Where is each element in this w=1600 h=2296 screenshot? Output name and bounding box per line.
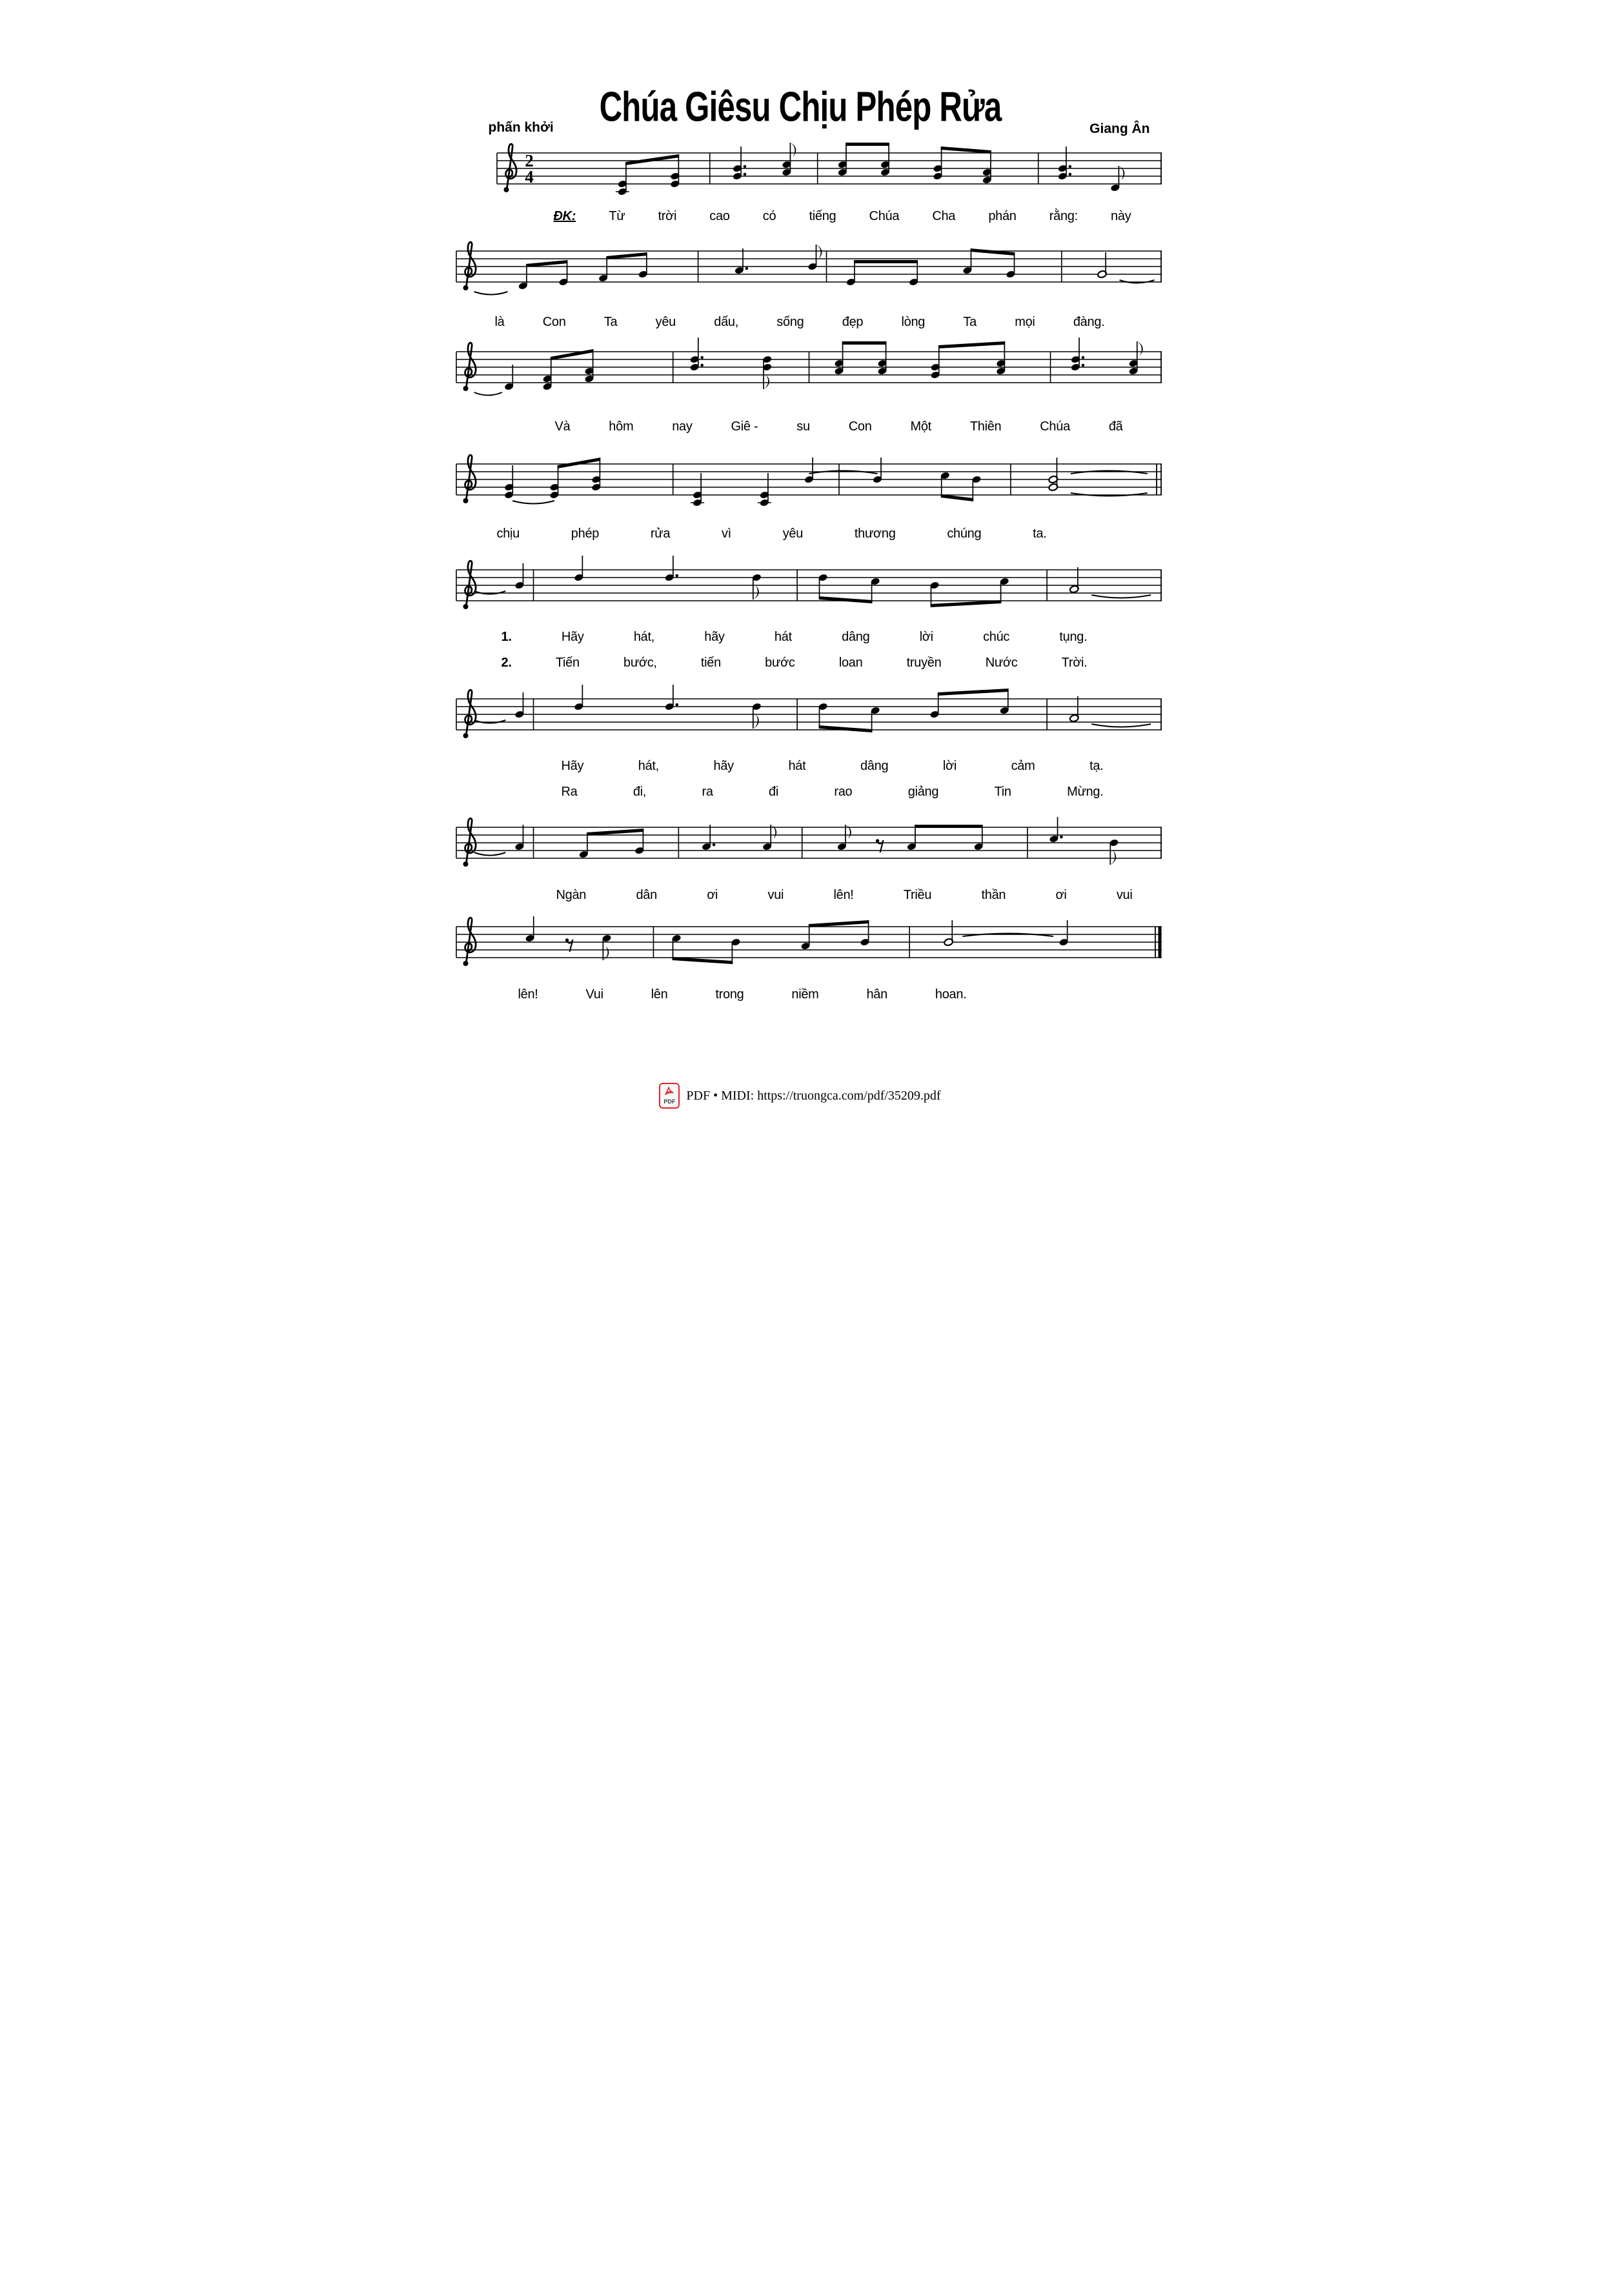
note [1057,146,1071,181]
lyric-word: hát [788,759,806,773]
note [999,689,1009,715]
note [574,685,583,711]
lyric-word: thần [981,888,1006,902]
lyric-word: lên! [518,987,538,1002]
lyric-word: ra [702,785,713,799]
lyric-line-chorus-4 [497,525,1047,542]
note [837,143,847,177]
note [800,924,810,951]
lyric-word: Con [848,419,872,434]
note [929,692,939,719]
staff-system-1 [496,130,1163,207]
note [933,146,942,181]
lyric-word: dân [636,888,657,902]
beam [915,825,982,828]
lyric-word: đi [769,785,778,799]
note [542,357,552,391]
tie [1091,595,1151,598]
lyric-word: tạ. [1089,759,1104,773]
tempo-marking: phấn khởi [488,120,554,135]
note [591,458,601,492]
note [751,702,761,729]
note [870,577,880,603]
lyric-word: hát [774,630,792,644]
lyric-word: Con [542,315,566,329]
note [818,573,827,599]
music-staff-svg [455,441,1163,518]
note [930,345,940,379]
lyric-word: rao [834,785,853,799]
lyric-word: Và [554,419,571,434]
beam [846,143,889,146]
lyric-word: chịu [496,527,520,541]
tie [474,292,507,295]
note [982,150,991,185]
note [671,934,681,960]
note [751,573,761,599]
lyric-word: hát, [638,759,659,773]
beam [970,248,1015,256]
note [1069,696,1078,723]
lyric-word: chúng [947,527,982,541]
lyric-line-chorus-1 [554,208,1131,225]
lyric-line-verse-1 [501,629,1088,645]
lyric-word: Triều [903,888,932,902]
lyric-word: Mừng. [1067,785,1104,799]
note [514,563,524,590]
lyric-word: Giê - [731,419,758,434]
lyric-word: Vui [585,987,603,1002]
note [732,146,746,181]
lyric-word: dâng [842,630,870,644]
lyric-word: hoan. [935,987,967,1002]
staff-system-3 [455,328,1163,406]
music-staff-svg [455,328,1163,406]
lyric-word: hãy [713,759,734,773]
note [1069,567,1078,594]
time-signature [525,151,534,186]
eighth-flag [1110,851,1116,865]
tie [809,471,877,474]
lyric-line-verse-1b [562,758,1104,774]
lyric-word: vui [767,888,784,902]
lyric-word: đàng. [1073,315,1105,329]
tie [1091,724,1151,727]
note [598,256,607,283]
note [836,825,851,851]
lyric-word: vui [1116,888,1133,902]
beam [557,458,600,468]
note [670,154,680,188]
note [578,832,588,859]
music-staff-svg [455,804,1163,881]
lyric-word: tiến [700,656,721,670]
lyric-word: vì [721,527,731,541]
lyric-word: lên [651,987,668,1002]
midi-pdf-link[interactable]: https://truongca.com/pdf/35209.pdf [757,1088,941,1103]
lyric-word: yêu [655,315,676,329]
note [691,473,704,507]
beam [818,596,872,603]
note [525,916,534,943]
note [834,341,844,376]
note [870,706,880,732]
svg-text:4: 4 [524,167,534,186]
lyric-label: ĐK: [553,209,576,223]
staff-system-6 [455,676,1163,753]
note [762,355,771,389]
footer-prefix: PDF • MIDI: [686,1088,758,1103]
lyric-line-verse-2b [562,783,1104,800]
lyric-word: cao [709,209,730,223]
lyric-word: yêu [782,527,804,541]
note [503,465,513,499]
lyric-word: phán [988,209,1017,223]
note [1128,341,1142,376]
note [962,248,972,275]
eighth-flag [790,143,796,157]
staff-system-7 [455,804,1163,881]
note [584,349,594,383]
note [1048,458,1058,492]
note [929,581,939,607]
staff-system-2 [455,228,1163,305]
lyric-word: hãy [704,630,725,644]
lyric-word: mọi [1015,315,1035,329]
lyric-word: Cha [932,209,956,223]
lyric-word: đi, [633,785,647,799]
music-staff-svg [455,676,1163,753]
lyric-word: lòng [901,315,926,329]
pdf-file-icon [659,1083,680,1109]
tie [512,501,554,504]
music-staff-svg [455,903,1163,981]
beam [854,260,918,263]
lyric-word: Chúa [869,209,900,223]
lyric-word: bước [765,656,795,670]
beam [842,341,886,345]
lyric-word: rửa [650,527,671,541]
staff-lines [456,827,1162,858]
lyric-word: Hãy [561,630,584,644]
lyric-word: đẹp [842,315,864,329]
note [518,264,527,290]
lyric-word: Thiên [969,419,1002,434]
svg-text:2: 2 [524,151,534,170]
eighth-flag [1119,166,1124,180]
note [1049,817,1063,843]
lyric-line-coda-1 [556,887,1133,903]
lyric-word: truyền [906,656,942,670]
lyric-word: nay [672,419,693,434]
note [999,577,1009,603]
staff-system-5 [455,547,1163,624]
lyric-label: 2. [501,656,512,670]
note [908,260,918,287]
note [574,556,583,582]
tie [1070,493,1147,496]
tie [474,720,505,723]
lyric-word: niềm [791,987,819,1002]
lyric-word: tụng. [1059,630,1088,644]
note [872,458,882,484]
tie [474,852,505,856]
lyric-word: hôm [609,419,634,434]
lyric-word: su [796,419,810,434]
lyric-word: Ta [963,315,977,329]
tie [1119,280,1154,283]
lyric-word: ơi [707,888,718,902]
note [503,365,513,391]
eighth-flag [816,245,822,259]
note [940,471,949,498]
lyric-word: hân [866,987,887,1002]
lyric-word: cảm [1011,759,1035,773]
staff-system-8 [455,903,1163,981]
note [634,829,644,855]
note [1110,166,1124,192]
music-staff-svg [455,547,1163,624]
lyric-word: Tiến [555,656,580,670]
note [804,458,813,484]
sheet-music-page [400,0,1200,1148]
lyric-word: Ngàn [556,888,587,902]
note [996,341,1006,376]
lyric-line-chorus-3 [555,418,1123,435]
note [689,337,704,372]
lyric-word: lên! [833,888,854,902]
staff-lines [456,699,1162,730]
lyric-word: dấu, [714,315,739,329]
lyric-word: có [762,209,776,223]
lyric-line-verse-2 [501,654,1088,671]
pdf-icon-label: PDF [663,1098,676,1105]
note [701,825,715,851]
lyric-word: lời [942,759,957,773]
note [846,260,855,287]
music-staff-svg [455,228,1163,305]
eighth-flag [1137,341,1142,356]
lyric-word: sống [776,315,804,329]
eighth-flag [764,375,769,389]
note [860,920,869,947]
note [1097,252,1106,279]
note [877,341,887,376]
note [615,162,629,196]
lyric-word: Hãy [561,759,584,773]
lyric-word: bước, [623,656,657,670]
lyric-word: hát, [633,630,654,644]
note [602,934,611,960]
lyric-word: Tin [994,785,1011,799]
note [1070,337,1084,372]
lyric-word: Từ [609,209,625,223]
note [971,475,981,501]
note [734,248,748,275]
beam [937,689,1008,696]
lyric-label: 1. [501,630,512,644]
note [782,143,796,177]
lyric-word: phép [571,527,600,541]
lyric-word: Ta [603,315,618,329]
lyric-word: này [1111,209,1131,223]
tie [962,934,1053,937]
lyric-word: Trời. [1061,656,1088,670]
lyric-word: Nước [985,656,1018,670]
lyric-word: ơi [1055,888,1067,902]
footer [400,1083,1200,1109]
lyric-word: đã [1108,419,1123,434]
note [762,825,776,851]
note [880,143,889,177]
lyric-word: thương [854,527,896,541]
lyric-word: Chúa [1040,419,1070,434]
lyric-word: giảng [907,785,939,799]
footer-text [686,1089,940,1103]
beam [550,349,592,360]
lyric-line-coda-2 [518,986,967,1003]
lyric-word: Ra [561,785,578,799]
lyric-word: là [494,315,505,329]
lyric-word: Một [910,419,931,434]
eighth-flag [753,585,758,599]
note [1109,838,1119,865]
tie [474,591,505,594]
staff-lines [456,570,1162,601]
lyric-word: lời [919,630,933,644]
lyric-word: tiếng [809,209,836,223]
lyric-word: trời [658,209,677,223]
lyric-word: loan [838,656,863,670]
note [943,920,953,947]
note [818,702,827,729]
note [757,473,771,507]
note [514,825,524,851]
lyric-word: rằng: [1049,209,1078,223]
tie [474,392,501,396]
note [1058,920,1068,947]
note [1006,252,1015,279]
adobe-swirl-icon [664,1087,674,1098]
lyric-word: dâng [860,759,889,773]
lyric-word: ta. [1033,527,1047,541]
note [549,465,559,499]
composer-name: Giang Ân [1089,121,1150,136]
song-title: Chúa Giêsu Chịu Phép Rửa [599,83,1001,130]
note [514,692,524,719]
note [731,938,740,964]
staff-system-4 [455,441,1163,518]
eighth-flag [753,714,758,729]
lyric-word: chúc [983,630,1010,644]
tie [1070,471,1147,474]
music-staff-svg [496,130,1163,207]
note [973,825,983,851]
beam [938,341,1004,348]
beam [625,154,679,165]
lyric-word: trong [715,987,744,1002]
beam [818,725,872,732]
note [906,825,916,851]
